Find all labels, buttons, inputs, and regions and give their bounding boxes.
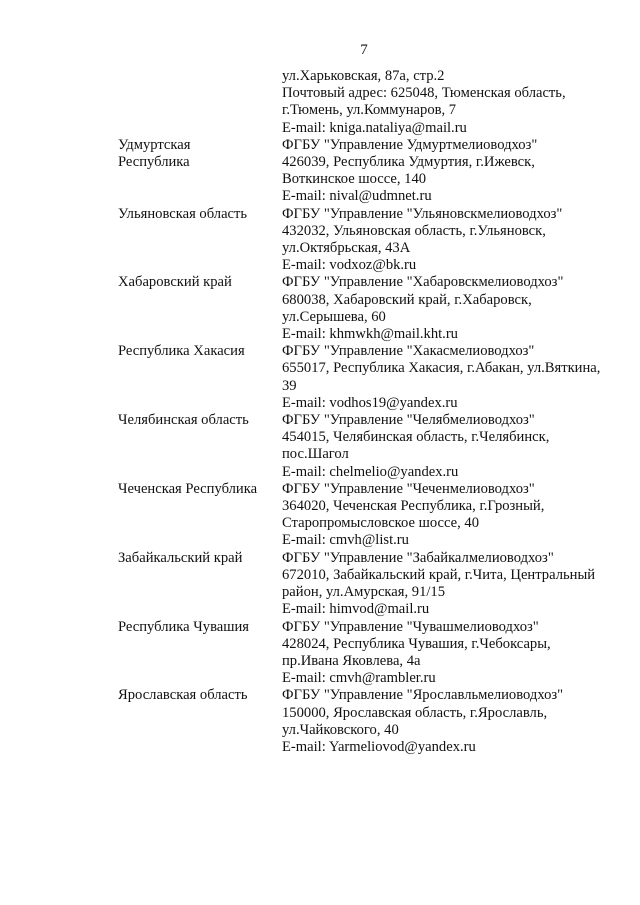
address-line: Старопромысловское шоссе, 40 [282, 515, 480, 532]
region-name-line: Республика Хакасия [118, 343, 245, 360]
region-name-line: Хабаровский край [118, 274, 232, 291]
organization-address-list [0, 68, 640, 756]
organization-address [282, 687, 612, 756]
address-line: 454015, Челябинская область, г.Челябинск, [282, 429, 550, 446]
organization-address [282, 137, 612, 206]
email-line: E-mail: nival@udmnet.ru [282, 188, 432, 205]
address-entry [0, 68, 640, 137]
address-line: Почтовый адрес: 625048, Тюменская область, [282, 85, 566, 102]
organization-address [282, 619, 612, 688]
organization-address [282, 274, 612, 343]
region-name [118, 550, 280, 567]
region-name [118, 137, 280, 171]
page-number: 7 [360, 42, 368, 58]
address-line: район, ул.Амурская, 91/15 [282, 584, 446, 601]
region-name-line: Республика Чувашия [118, 618, 250, 635]
email-line: E-mail: Yarmeliovod@yandex.ru [282, 738, 476, 755]
address-line: ФГБУ "Управление "Ярославльмелиоводхоз" [282, 687, 564, 704]
address-line: ФГБУ "Управление Удмуртмелиоводхоз" [282, 136, 538, 153]
region-name [118, 687, 280, 704]
region-name [118, 481, 280, 498]
email-line: E-mail: cmvh@list.ru [282, 532, 409, 549]
address-line: ФГБУ "Управление "Ульяновскмелиоводхоз" [282, 205, 563, 222]
region-name [118, 619, 280, 636]
region-name-line: Чеченская Республика [118, 480, 258, 497]
region-name [118, 412, 280, 429]
email-line: E-mail: khmwkh@mail.kht.ru [282, 326, 458, 343]
address-line: ул.Серышева, 60 [282, 308, 386, 325]
address-line: 39 [282, 377, 297, 394]
address-entry [0, 343, 640, 412]
address-line: ФГБУ "Управление "Чеченмелиоводхоз" [282, 480, 535, 497]
email-line: E-mail: vodhos19@yandex.ru [282, 394, 458, 411]
organization-address [282, 206, 612, 275]
address-line: 150000, Ярославская область, г.Ярославль, [282, 704, 548, 721]
region-name-line: Челябинская область [118, 412, 249, 429]
region-name-line: Удмуртская [118, 136, 191, 153]
address-line: ФГБУ "Управление "Хакасмелиоводхоз" [282, 343, 535, 360]
region-name [118, 274, 280, 291]
region-name [118, 206, 280, 223]
address-line: ФГБУ "Управление "Хабаровскмелиоводхоз" [282, 274, 564, 291]
address-line: ул.Чайковского, 40 [282, 721, 399, 738]
organization-address [282, 550, 612, 619]
region-name-line: Ульяновская область [118, 205, 248, 222]
region-name-line: Республика [118, 154, 190, 171]
region-name [118, 343, 280, 360]
organization-address [282, 343, 612, 412]
email-line: E-mail: himvod@mail.ru [282, 601, 430, 618]
address-line: 672010, Забайкальский край, г.Чита, Центральный [282, 566, 596, 583]
region-name-line: Ярославская область [118, 687, 248, 704]
address-line: 655017, Республика Хакасия, г.Абакан, ул.Вяткина, [282, 360, 601, 377]
address-line: ул.Октябрьская, 43А [282, 240, 411, 257]
address-line: Воткинское шоссе, 140 [282, 171, 427, 188]
address-entry [0, 481, 640, 550]
organization-address [282, 412, 612, 481]
address-entry [0, 619, 640, 688]
address-entry [0, 687, 640, 756]
address-entry [0, 206, 640, 275]
address-line: 428024, Республика Чувашия, г.Чебоксары, [282, 635, 551, 652]
address-line: 432032, Ульяновская область, г.Ульяновск, [282, 222, 546, 239]
address-entry [0, 412, 640, 481]
address-line: ФГБУ "Управление "Забайкалмелиоводхоз" [282, 549, 554, 566]
address-line: ФГБУ "Управление "Челябмелиоводхоз" [282, 412, 535, 429]
address-line: ФГБУ "Управление "Чувашмелиоводхоз" [282, 618, 539, 635]
region-name-line: Забайкальский край [118, 549, 243, 566]
email-line: E-mail: chelmelio@yandex.ru [282, 463, 459, 480]
address-line: 426039, Республика Удмуртия, г.Ижевск, [282, 154, 535, 171]
email-line: E-mail: kniga.nataliya@mail.ru [282, 119, 467, 136]
address-line: 364020, Чеченская Республика, г.Грозный, [282, 498, 545, 515]
address-line: ул.Харьковская, 87а, стр.2 [282, 68, 445, 84]
organization-address [282, 68, 612, 137]
organization-address [282, 481, 612, 550]
email-line: E-mail: vodxoz@bk.ru [282, 257, 417, 274]
address-entry [0, 274, 640, 343]
email-line: E-mail: cmvh@rambler.ru [282, 670, 436, 687]
address-line: г.Тюмень, ул.Коммунаров, 7 [282, 102, 457, 119]
address-line: пр.Ивана Яковлева, 4а [282, 652, 421, 669]
address-line: 680038, Хабаровский край, г.Хабаровск, [282, 291, 532, 308]
address-line: пос.Шагол [282, 446, 349, 463]
address-entry [0, 550, 640, 619]
address-entry [0, 137, 640, 206]
